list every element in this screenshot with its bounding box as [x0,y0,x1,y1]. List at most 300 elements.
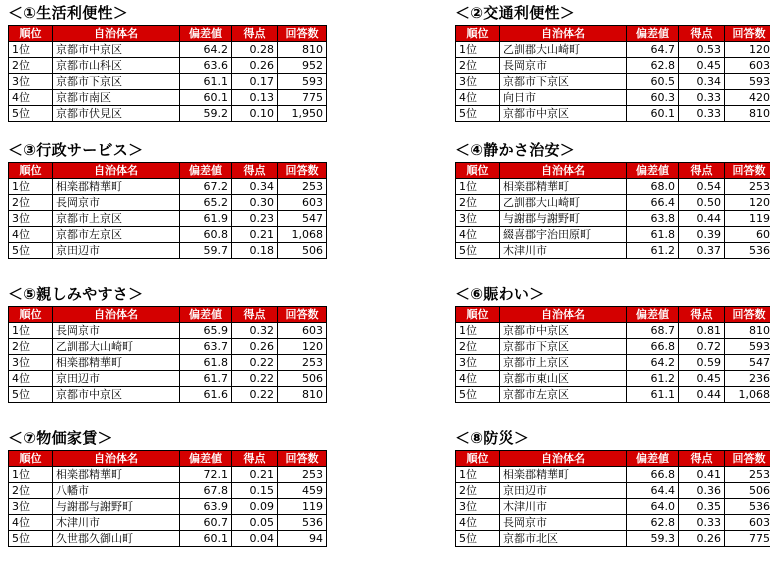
table-row [456,195,770,211]
section-title: ＜③行政サービス＞ [8,141,144,159]
deviation-cell: 64.4 [627,483,679,499]
header-rank: 順位 [456,451,500,467]
deviation-cell: 61.8 [627,227,679,243]
rank-cell: 3位 [456,499,500,515]
responses-cell: 119 [278,499,327,515]
section-title: ＜⑤親しみやすさ＞ [8,285,144,303]
table-row [9,339,327,355]
city-cell: 京都市北区 [500,531,627,547]
city-cell: 八幡市 [53,483,180,499]
section-title: ＜⑥賑わい＞ [455,285,545,303]
city-cell: 木津川市 [53,515,180,531]
city-cell: 長岡京市 [500,515,627,531]
deviation-cell: 72.1 [180,467,232,483]
header-rank: 順位 [456,26,500,42]
city-cell: 相楽郡精華町 [53,467,180,483]
rank-cell: 1位 [9,467,53,483]
table-row [456,355,770,371]
points-cell: 0.09 [232,499,278,515]
deviation-cell: 61.8 [180,355,232,371]
city-cell: 京田辺市 [500,483,627,499]
table-row [9,355,327,371]
city-cell: 長岡京市 [500,58,627,74]
ranking-section-living-convenience [8,4,326,122]
rank-cell: 5位 [9,243,53,259]
header-points: 得点 [679,163,725,179]
ranking-table [8,450,327,547]
table-row [9,531,327,547]
rank-cell: 2位 [456,483,500,499]
ranking-table [8,25,327,122]
ranking-table [8,162,327,259]
deviation-cell: 62.8 [627,58,679,74]
rank-cell: 4位 [9,515,53,531]
city-cell: 久世郡久御山町 [53,531,180,547]
deviation-cell: 60.3 [627,90,679,106]
header-points: 得点 [232,26,278,42]
deviation-cell: 59.2 [180,106,232,122]
points-cell: 0.21 [232,227,278,243]
city-cell: 京都市上京区 [53,211,180,227]
header-responses: 回答数 [725,163,770,179]
city-cell: 京田辺市 [53,371,180,387]
deviation-cell: 63.6 [180,58,232,74]
responses-cell: 60 [725,227,770,243]
rank-cell: 5位 [456,531,500,547]
header-deviation: 偏差値 [627,26,679,42]
city-cell: 京都市上京区 [500,355,627,371]
table-row [456,179,770,195]
deviation-cell: 62.8 [627,515,679,531]
points-cell: 0.05 [232,515,278,531]
points-cell: 0.37 [679,243,725,259]
table-row [9,243,327,259]
rank-cell: 4位 [9,90,53,106]
rank-cell: 5位 [456,387,500,403]
city-cell: 京都市下京区 [500,339,627,355]
responses-cell: 547 [278,211,327,227]
section-title: ＜①生活利便性＞ [8,4,129,22]
header-deviation: 偏差値 [180,451,232,467]
rank-cell: 5位 [9,106,53,122]
rank-cell: 1位 [456,42,500,58]
header-deviation: 偏差値 [180,307,232,323]
deviation-cell: 66.4 [627,195,679,211]
ranking-section-prices-rent [8,429,326,547]
city-cell: 木津川市 [500,499,627,515]
rank-cell: 1位 [456,323,500,339]
city-cell: 与謝郡与謝野町 [500,211,627,227]
table-row [456,211,770,227]
rank-cell: 5位 [456,243,500,259]
header-rank: 順位 [9,26,53,42]
rank-cell: 3位 [9,355,53,371]
ranking-table [455,450,770,547]
points-cell: 0.44 [679,211,725,227]
table-row [9,323,327,339]
points-cell: 0.22 [232,355,278,371]
responses-cell: 253 [278,179,327,195]
deviation-cell: 61.2 [627,243,679,259]
points-cell: 0.23 [232,211,278,227]
header-responses: 回答数 [278,451,327,467]
points-cell: 0.21 [232,467,278,483]
city-cell: 京都市南区 [53,90,180,106]
table-row [456,90,770,106]
ranking-section-transport-convenience [455,4,770,122]
responses-cell: 1,068 [278,227,327,243]
header-city: 自治体名 [53,26,180,42]
rank-cell: 2位 [456,58,500,74]
ranking-section-quiet-safety [455,141,770,259]
points-cell: 0.22 [232,371,278,387]
header-rank: 順位 [9,163,53,179]
points-cell: 0.34 [232,179,278,195]
deviation-cell: 60.5 [627,74,679,90]
responses-cell: 253 [725,179,770,195]
points-cell: 0.30 [232,195,278,211]
responses-cell: 253 [725,467,770,483]
table-header-row [456,163,770,179]
table-header-row [9,451,327,467]
city-cell: 乙訓郡大山崎町 [53,339,180,355]
points-cell: 0.34 [679,74,725,90]
responses-cell: 810 [725,106,770,122]
rank-cell: 2位 [456,339,500,355]
deviation-cell: 59.3 [627,531,679,547]
header-city: 自治体名 [53,163,180,179]
points-cell: 0.18 [232,243,278,259]
city-cell: 綴喜郡宇治田原町 [500,227,627,243]
city-cell: 京都市下京区 [53,74,180,90]
section-title: ＜④静かさ治安＞ [455,141,576,159]
table-row [9,227,327,243]
rank-cell: 1位 [9,42,53,58]
table-row [9,211,327,227]
city-cell: 与謝郡与謝野町 [53,499,180,515]
city-cell: 長岡京市 [53,195,180,211]
header-deviation: 偏差値 [180,163,232,179]
deviation-cell: 60.1 [180,90,232,106]
section-title: ＜⑦物価家賃＞ [8,429,113,447]
rank-cell: 4位 [456,371,500,387]
city-cell: 京都市左京区 [500,387,627,403]
deviation-cell: 60.1 [627,106,679,122]
deviation-cell: 67.2 [180,179,232,195]
deviation-cell: 63.9 [180,499,232,515]
responses-cell: 120 [278,339,327,355]
points-cell: 0.17 [232,74,278,90]
responses-cell: 506 [278,243,327,259]
points-cell: 0.33 [679,515,725,531]
points-cell: 0.81 [679,323,725,339]
responses-cell: 593 [725,74,770,90]
ranking-section-friendliness [8,285,326,403]
rank-cell: 1位 [456,179,500,195]
responses-cell: 120 [725,195,770,211]
points-cell: 0.59 [679,355,725,371]
header-rank: 順位 [9,451,53,467]
deviation-cell: 60.1 [180,531,232,547]
responses-cell: 420 [725,90,770,106]
header-points: 得点 [679,451,725,467]
deviation-cell: 61.7 [180,371,232,387]
responses-cell: 120 [725,42,770,58]
responses-cell: 1,068 [725,387,770,403]
table-row [456,515,770,531]
header-responses: 回答数 [725,26,770,42]
city-cell: 乙訓郡大山崎町 [500,42,627,58]
ranking-table [8,306,327,403]
table-row [9,90,327,106]
rank-cell: 5位 [9,531,53,547]
rank-cell: 3位 [456,211,500,227]
table-row [456,227,770,243]
responses-cell: 952 [278,58,327,74]
rank-cell: 5位 [456,106,500,122]
city-cell: 向日市 [500,90,627,106]
points-cell: 0.26 [232,58,278,74]
header-deviation: 偏差値 [627,163,679,179]
rank-cell: 4位 [456,515,500,531]
points-cell: 0.35 [679,499,725,515]
header-rank: 順位 [456,307,500,323]
city-cell: 京都市下京区 [500,74,627,90]
rank-cell: 3位 [9,211,53,227]
table-row [9,42,327,58]
deviation-cell: 64.0 [627,499,679,515]
city-cell: 京都市中京区 [500,106,627,122]
city-cell: 京都市中京区 [53,42,180,58]
deviation-cell: 66.8 [627,467,679,483]
points-cell: 0.41 [679,467,725,483]
section-title: ＜⑧防災＞ [455,429,530,447]
deviation-cell: 61.1 [627,387,679,403]
responses-cell: 94 [278,531,327,547]
table-row [9,371,327,387]
table-row [456,74,770,90]
city-cell: 京都市東山区 [500,371,627,387]
responses-cell: 459 [278,483,327,499]
city-cell: 京田辺市 [53,243,180,259]
table-row [456,387,770,403]
responses-cell: 810 [278,387,327,403]
points-cell: 0.33 [679,106,725,122]
points-cell: 0.13 [232,90,278,106]
responses-cell: 236 [725,371,770,387]
table-row [456,243,770,259]
table-row [9,515,327,531]
responses-cell: 547 [725,355,770,371]
deviation-cell: 64.2 [627,355,679,371]
city-cell: 相楽郡精華町 [500,467,627,483]
header-points: 得点 [679,26,725,42]
table-row [9,74,327,90]
city-cell: 京都市中京区 [500,323,627,339]
header-rank: 順位 [456,163,500,179]
responses-cell: 603 [278,323,327,339]
points-cell: 0.45 [679,58,725,74]
responses-cell: 536 [725,243,770,259]
responses-cell: 603 [278,195,327,211]
rank-cell: 1位 [9,179,53,195]
rank-cell: 3位 [9,74,53,90]
deviation-cell: 68.7 [627,323,679,339]
deviation-cell: 60.8 [180,227,232,243]
table-row [456,467,770,483]
deviation-cell: 63.8 [627,211,679,227]
header-points: 得点 [232,163,278,179]
header-city: 自治体名 [53,451,180,467]
table-header-row [456,307,770,323]
city-cell: 京都市伏見区 [53,106,180,122]
header-responses: 回答数 [278,307,327,323]
points-cell: 0.10 [232,106,278,122]
table-row [456,339,770,355]
responses-cell: 810 [278,42,327,58]
header-city: 自治体名 [500,451,627,467]
points-cell: 0.39 [679,227,725,243]
table-header-row [456,26,770,42]
rank-cell: 4位 [9,371,53,387]
header-city: 自治体名 [500,307,627,323]
header-deviation: 偏差値 [627,451,679,467]
deviation-cell: 64.7 [627,42,679,58]
deviation-cell: 61.6 [180,387,232,403]
responses-cell: 593 [278,74,327,90]
city-cell: 京都市山科区 [53,58,180,74]
rank-cell: 1位 [9,323,53,339]
points-cell: 0.36 [679,483,725,499]
city-cell: 京都市中京区 [53,387,180,403]
rank-cell: 2位 [9,483,53,499]
points-cell: 0.26 [679,531,725,547]
table-row [9,483,327,499]
deviation-cell: 63.7 [180,339,232,355]
table-row [9,58,327,74]
ranking-section-disaster-prevention [455,429,770,547]
header-responses: 回答数 [725,451,770,467]
header-deviation: 偏差値 [180,26,232,42]
table-row [456,531,770,547]
rank-cell: 4位 [456,90,500,106]
header-responses: 回答数 [725,307,770,323]
points-cell: 0.45 [679,371,725,387]
rank-cell: 4位 [456,227,500,243]
responses-cell: 536 [725,499,770,515]
header-points: 得点 [232,307,278,323]
rank-cell: 2位 [456,195,500,211]
responses-cell: 506 [278,371,327,387]
table-header-row [456,451,770,467]
header-points: 得点 [679,307,725,323]
header-responses: 回答数 [278,163,327,179]
table-row [9,106,327,122]
table-row [456,323,770,339]
rank-cell: 3位 [456,74,500,90]
deviation-cell: 67.8 [180,483,232,499]
responses-cell: 1,950 [278,106,327,122]
points-cell: 0.15 [232,483,278,499]
deviation-cell: 61.1 [180,74,232,90]
points-cell: 0.72 [679,339,725,355]
deviation-cell: 64.2 [180,42,232,58]
table-row [9,467,327,483]
responses-cell: 536 [278,515,327,531]
city-cell: 木津川市 [500,243,627,259]
ranking-table [455,306,770,403]
points-cell: 0.33 [679,90,725,106]
responses-cell: 603 [725,58,770,74]
rank-cell: 2位 [9,58,53,74]
responses-cell: 253 [278,355,327,371]
rank-cell: 5位 [9,387,53,403]
rank-cell: 1位 [456,467,500,483]
responses-cell: 119 [725,211,770,227]
header-city: 自治体名 [53,307,180,323]
table-row [456,42,770,58]
deviation-cell: 59.7 [180,243,232,259]
rank-cell: 3位 [9,499,53,515]
table-row [456,499,770,515]
deviation-cell: 65.2 [180,195,232,211]
rank-cell: 4位 [9,227,53,243]
responses-cell: 603 [725,515,770,531]
table-header-row [9,307,327,323]
header-points: 得点 [232,451,278,467]
city-cell: 相楽郡精華町 [53,355,180,371]
table-row [456,106,770,122]
deviation-cell: 65.9 [180,323,232,339]
header-city: 自治体名 [500,26,627,42]
table-row [456,58,770,74]
header-responses: 回答数 [278,26,327,42]
rank-cell: 2位 [9,195,53,211]
city-cell: 京都市左京区 [53,227,180,243]
deviation-cell: 60.7 [180,515,232,531]
points-cell: 0.28 [232,42,278,58]
table-row [9,195,327,211]
section-title: ＜②交通利便性＞ [455,4,576,22]
city-cell: 乙訓郡大山崎町 [500,195,627,211]
responses-cell: 775 [725,531,770,547]
city-cell: 長岡京市 [53,323,180,339]
table-header-row [9,26,327,42]
points-cell: 0.44 [679,387,725,403]
deviation-cell: 61.2 [627,371,679,387]
responses-cell: 810 [725,323,770,339]
responses-cell: 775 [278,90,327,106]
table-row [9,179,327,195]
table-header-row [9,163,327,179]
points-cell: 0.53 [679,42,725,58]
table-row [456,371,770,387]
points-cell: 0.32 [232,323,278,339]
points-cell: 0.54 [679,179,725,195]
header-city: 自治体名 [500,163,627,179]
ranking-section-admin-services [8,141,326,259]
responses-cell: 253 [278,467,327,483]
deviation-cell: 66.8 [627,339,679,355]
ranking-section-liveliness [455,285,770,403]
points-cell: 0.04 [232,531,278,547]
header-deviation: 偏差値 [627,307,679,323]
rank-cell: 3位 [456,355,500,371]
rank-cell: 2位 [9,339,53,355]
city-cell: 相楽郡精華町 [500,179,627,195]
responses-cell: 593 [725,339,770,355]
table-row [9,387,327,403]
